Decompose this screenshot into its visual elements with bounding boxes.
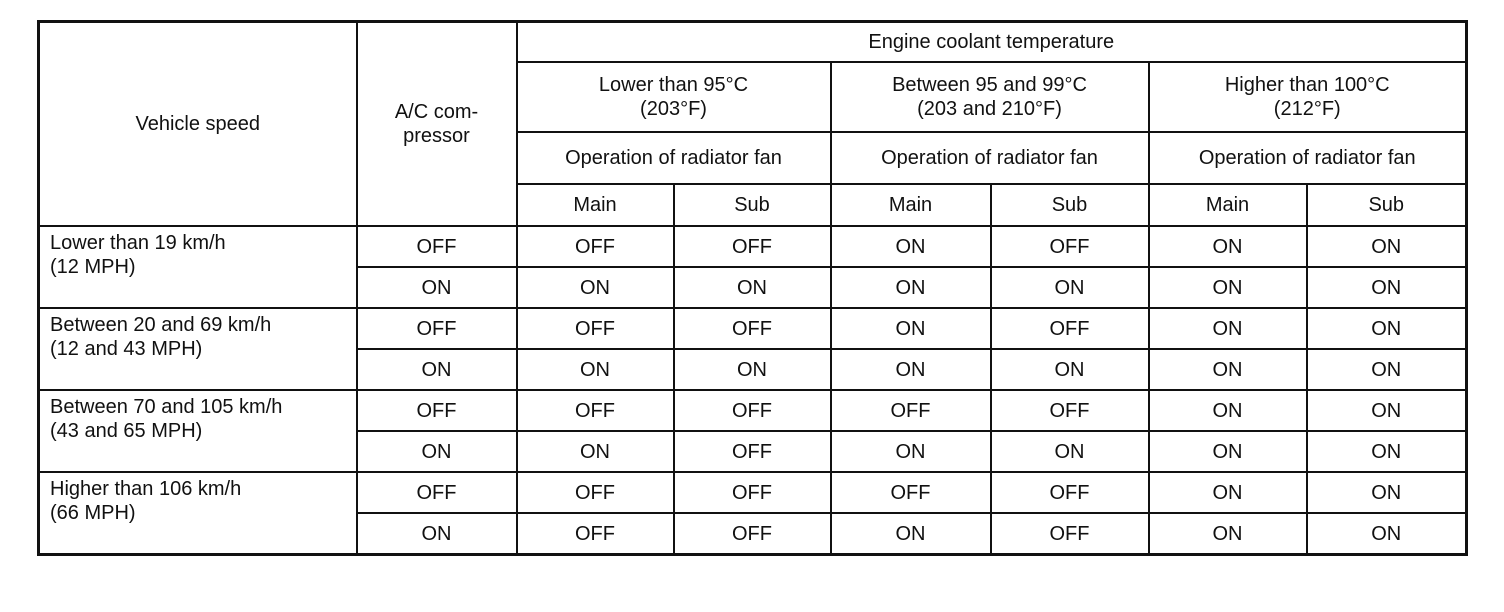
header-sub-mid: Sub (991, 184, 1149, 226)
mid-sub-cell: ON (991, 349, 1149, 390)
high-sub-cell: ON (1307, 431, 1467, 472)
mid-sub-cell: OFF (991, 308, 1149, 349)
high-main-cell: ON (1149, 267, 1307, 308)
high-main-cell: ON (1149, 431, 1307, 472)
high-sub-cell: ON (1307, 308, 1467, 349)
low-main-cell: OFF (517, 308, 674, 349)
header-sub-low: Sub (674, 184, 831, 226)
mid-main-cell: ON (831, 267, 991, 308)
header-operation-high: Operation of radiator fan (1149, 132, 1467, 184)
mid-main-cell: ON (831, 513, 991, 555)
ac-compressor-cell: ON (357, 349, 517, 390)
header-range-mid: Between 95 and 99°C (203 and 210°F) (831, 62, 1149, 132)
ac-compressor-cell: ON (357, 431, 517, 472)
mid-main-cell: ON (831, 349, 991, 390)
low-sub-cell: OFF (674, 390, 831, 431)
header-operation-low: Operation of radiator fan (517, 132, 831, 184)
mid-main-cell: OFF (831, 390, 991, 431)
low-sub-cell: ON (674, 267, 831, 308)
vehicle-speed-cell: Between 20 and 69 km/h (12 and 43 MPH) (39, 308, 357, 390)
high-main-cell: ON (1149, 513, 1307, 555)
low-main-cell: OFF (517, 226, 674, 267)
vehicle-speed-cell: Between 70 and 105 km/h (43 and 65 MPH) (39, 390, 357, 472)
header-ac-compressor: A/C com- pressor (357, 22, 517, 227)
header-main-low: Main (517, 184, 674, 226)
mid-sub-cell: OFF (991, 472, 1149, 513)
low-main-cell: ON (517, 267, 674, 308)
vehicle-speed-cell: Lower than 19 km/h (12 MPH) (39, 226, 357, 308)
mid-sub-cell: OFF (991, 513, 1149, 555)
header-range-high: Higher than 100°C (212°F) (1149, 62, 1467, 132)
ac-compressor-cell: ON (357, 267, 517, 308)
high-sub-cell: ON (1307, 513, 1467, 555)
high-sub-cell: ON (1307, 349, 1467, 390)
mid-main-cell: ON (831, 308, 991, 349)
table-row (39, 390, 1467, 431)
header-range-low: Lower than 95°C (203°F) (517, 62, 831, 132)
ac-compressor-cell: OFF (357, 226, 517, 267)
mid-sub-cell: OFF (991, 390, 1149, 431)
header-sub-high: Sub (1307, 184, 1467, 226)
high-sub-cell: ON (1307, 472, 1467, 513)
mid-main-cell: ON (831, 431, 991, 472)
table-row (39, 226, 1467, 267)
header-main-mid: Main (831, 184, 991, 226)
mid-main-cell: ON (831, 226, 991, 267)
mid-sub-cell: OFF (991, 226, 1149, 267)
ac-compressor-cell: ON (357, 513, 517, 555)
low-sub-cell: OFF (674, 513, 831, 555)
low-main-cell: ON (517, 349, 674, 390)
low-sub-cell: ON (674, 349, 831, 390)
low-sub-cell: OFF (674, 308, 831, 349)
high-sub-cell: ON (1307, 390, 1467, 431)
mid-sub-cell: ON (991, 267, 1149, 308)
ac-compressor-cell: OFF (357, 472, 517, 513)
vehicle-speed-cell: Higher than 106 km/h (66 MPH) (39, 472, 357, 555)
mid-main-cell: OFF (831, 472, 991, 513)
high-sub-cell: ON (1307, 267, 1467, 308)
high-main-cell: ON (1149, 349, 1307, 390)
header-operation-mid: Operation of radiator fan (831, 132, 1149, 184)
low-sub-cell: OFF (674, 431, 831, 472)
header-vehicle-speed: Vehicle speed (39, 22, 357, 227)
low-main-cell: OFF (517, 390, 674, 431)
ac-compressor-cell: OFF (357, 390, 517, 431)
radiator-fan-operation-table (37, 20, 1468, 556)
high-main-cell: ON (1149, 472, 1307, 513)
table-row (39, 308, 1467, 349)
high-main-cell: ON (1149, 308, 1307, 349)
ac-compressor-cell: OFF (357, 308, 517, 349)
high-main-cell: ON (1149, 390, 1307, 431)
header-main-high: Main (1149, 184, 1307, 226)
high-sub-cell: ON (1307, 226, 1467, 267)
low-sub-cell: OFF (674, 472, 831, 513)
mid-sub-cell: ON (991, 431, 1149, 472)
table-row (39, 472, 1467, 513)
low-main-cell: ON (517, 431, 674, 472)
header-engine-coolant-temperature: Engine coolant temperature (517, 22, 1467, 63)
high-main-cell: ON (1149, 226, 1307, 267)
low-sub-cell: OFF (674, 226, 831, 267)
low-main-cell: OFF (517, 472, 674, 513)
low-main-cell: OFF (517, 513, 674, 555)
